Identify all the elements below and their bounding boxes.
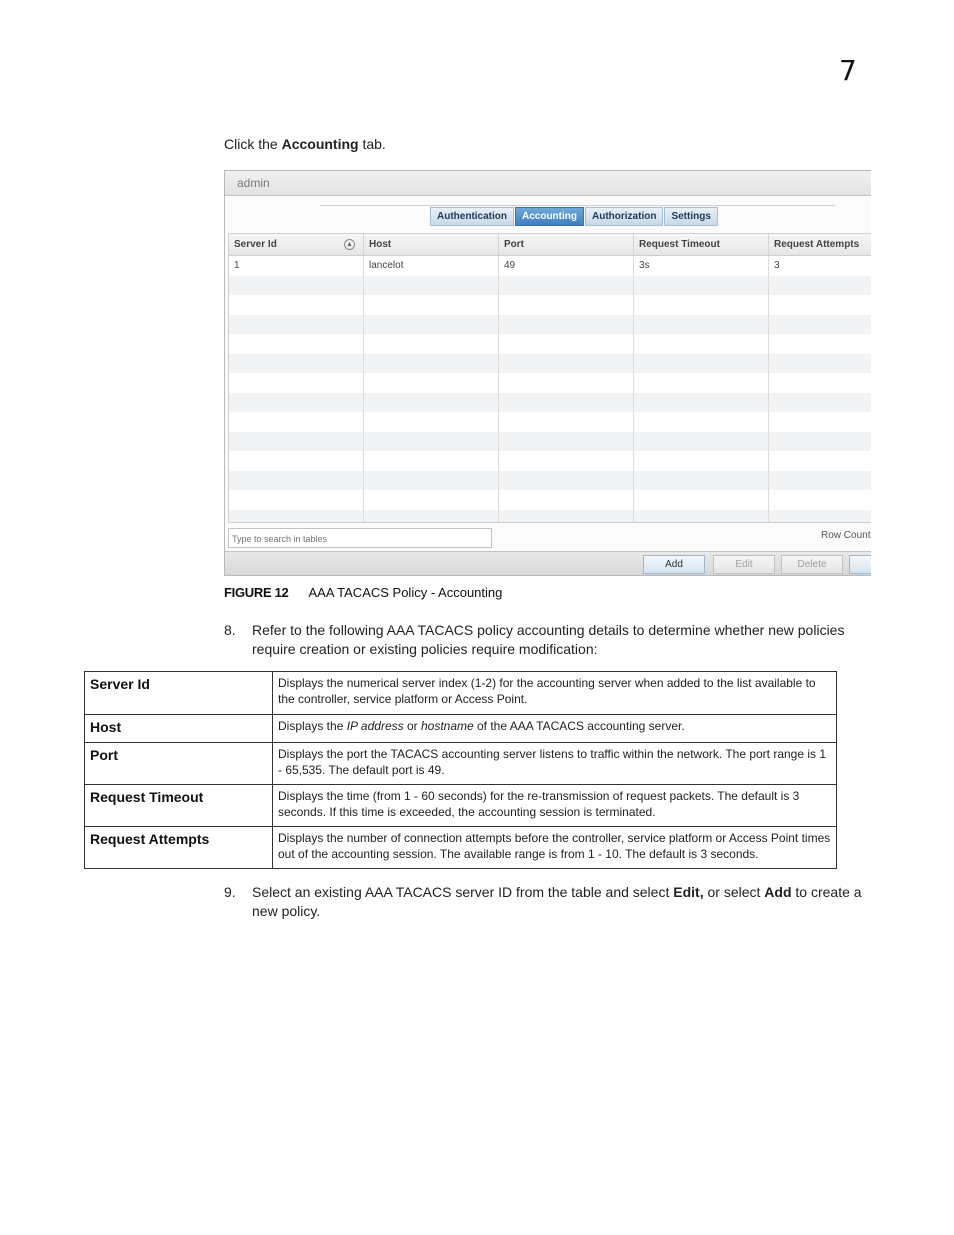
empty-cell xyxy=(364,276,499,296)
empty-cell xyxy=(499,432,634,452)
empty-cell xyxy=(634,334,769,354)
intro-instruction xyxy=(224,136,386,152)
table-search-field[interactable] xyxy=(228,528,492,548)
empty-cell xyxy=(499,373,634,393)
tab-bar xyxy=(430,207,718,226)
table-row xyxy=(229,471,871,491)
empty-cell xyxy=(364,295,499,315)
empty-cell xyxy=(364,412,499,432)
empty-cell xyxy=(499,295,634,315)
table-row xyxy=(229,510,871,524)
definition-term: Port xyxy=(85,743,273,785)
exit-button[interactable] xyxy=(849,555,871,574)
empty-cell xyxy=(769,432,871,452)
empty-cell xyxy=(634,432,769,452)
definition-description: Displays the port the TACACS accounting server listens to traffic within the network. The port range is 1 - 65,535. The default port is 49. xyxy=(273,743,837,785)
definition-term: Server Id xyxy=(85,672,273,715)
figure-caption xyxy=(224,585,502,600)
empty-cell xyxy=(634,373,769,393)
sort-icon[interactable]: ▲ xyxy=(344,239,355,250)
step-text: Refer to the following AAA TACACS policy accounting details to determine whether new policies require creation or existing policies require modification: xyxy=(252,622,845,657)
empty-cell xyxy=(364,471,499,491)
window-header xyxy=(225,171,871,196)
cell-request-attempts: 3 xyxy=(769,256,871,276)
empty-cell xyxy=(634,315,769,335)
empty-cell xyxy=(364,393,499,413)
step-number: 9. xyxy=(224,884,236,900)
tab-accounting[interactable]: Accounting xyxy=(515,207,584,226)
intro-prefix: Click the xyxy=(224,136,282,152)
intro-bold: Accounting xyxy=(281,136,359,152)
empty-cell xyxy=(499,412,634,432)
row-count-label: Row Count xyxy=(821,530,871,541)
empty-cell xyxy=(499,510,634,524)
empty-cell xyxy=(229,276,364,296)
empty-cell xyxy=(769,412,871,432)
column-header-server-id[interactable] xyxy=(229,234,364,255)
step-9 xyxy=(224,883,870,923)
table-row xyxy=(229,334,871,354)
tab-settings[interactable]: Settings xyxy=(664,207,717,226)
empty-cell xyxy=(229,373,364,393)
column-header-host[interactable]: Host xyxy=(364,234,499,255)
empty-cell xyxy=(229,451,364,471)
column-header-port[interactable]: Port xyxy=(499,234,634,255)
desc-italic: IP address xyxy=(346,719,404,733)
search-input[interactable] xyxy=(229,530,491,548)
definition-description xyxy=(273,715,837,743)
empty-cell xyxy=(364,432,499,452)
definition-row xyxy=(85,743,837,785)
empty-cell xyxy=(229,315,364,335)
empty-cell xyxy=(634,276,769,296)
table-row xyxy=(229,295,871,315)
empty-cell xyxy=(229,412,364,432)
step-8 xyxy=(224,621,870,661)
empty-cell xyxy=(769,295,871,315)
desc-italic: hostname xyxy=(420,719,474,733)
empty-cell xyxy=(499,490,634,510)
edit-keyword: Edit, xyxy=(673,884,704,900)
empty-cell xyxy=(364,451,499,471)
empty-cell xyxy=(634,412,769,432)
empty-cell xyxy=(769,490,871,510)
definition-row xyxy=(85,827,837,869)
add-button[interactable]: Add xyxy=(643,555,705,574)
definitions-table xyxy=(84,671,837,869)
table-row xyxy=(229,451,871,471)
table-row xyxy=(229,315,871,335)
empty-cell xyxy=(634,295,769,315)
step-text-part: to create a new policy. xyxy=(252,884,862,919)
intro-suffix: tab. xyxy=(358,136,386,152)
delete-button[interactable]: Delete xyxy=(781,555,843,574)
cell-request-timeout: 3s xyxy=(634,256,769,276)
empty-cell xyxy=(499,471,634,491)
empty-cell xyxy=(499,315,634,335)
empty-cell xyxy=(634,451,769,471)
edit-button[interactable]: Edit xyxy=(713,555,775,574)
accounting-table xyxy=(228,233,871,523)
empty-cell xyxy=(499,393,634,413)
definition-description: Displays the number of connection attempts before the controller, service platform or Access Point times out of the accounting session. The available range is from 1 - 10. The default is 3 seconds. xyxy=(273,827,837,869)
desc-text: of the AAA TACACS accounting server. xyxy=(473,719,685,733)
empty-cell xyxy=(769,510,871,524)
table-row[interactable] xyxy=(229,256,871,276)
empty-cell xyxy=(769,276,871,296)
window-title: admin xyxy=(237,176,270,190)
table-row xyxy=(229,393,871,413)
desc-text: or xyxy=(403,719,421,733)
table-row xyxy=(229,354,871,374)
empty-cell xyxy=(499,276,634,296)
empty-cell xyxy=(229,510,364,524)
figure-title: AAA TACACS Policy - Accounting xyxy=(308,585,503,600)
step-text-part: or select xyxy=(703,884,765,900)
table-body xyxy=(229,256,871,523)
empty-cell xyxy=(229,432,364,452)
cell-port: 49 xyxy=(499,256,634,276)
empty-cell xyxy=(229,471,364,491)
button-bar xyxy=(225,551,871,576)
table-row xyxy=(229,432,871,452)
table-header xyxy=(229,234,871,256)
empty-cell xyxy=(769,315,871,335)
empty-cell xyxy=(769,471,871,491)
step-number: 8. xyxy=(224,622,236,638)
column-label: Server Id xyxy=(234,239,277,250)
empty-cell xyxy=(499,354,634,374)
empty-cell xyxy=(634,393,769,413)
chapter-number: 7 xyxy=(839,54,857,87)
figure-number: FIGURE 12 xyxy=(224,585,289,600)
empty-cell xyxy=(229,490,364,510)
definition-description: Displays the time (from 1 - 60 seconds) for the re-transmission of request packets. The default is 3 seconds. If this time is exceeded, the accounting session is terminated. xyxy=(273,785,837,827)
table-row xyxy=(229,276,871,296)
empty-cell xyxy=(229,295,364,315)
definition-term: Request Timeout xyxy=(85,785,273,827)
empty-cell xyxy=(769,354,871,374)
empty-cell xyxy=(364,315,499,335)
empty-cell xyxy=(364,334,499,354)
definition-row xyxy=(85,672,837,715)
empty-cell xyxy=(769,373,871,393)
empty-cell xyxy=(229,354,364,374)
column-header-request-timeout[interactable]: Request Timeout xyxy=(634,234,769,255)
desc-text: Displays the xyxy=(278,719,347,733)
tab-authentication[interactable]: Authentication xyxy=(430,207,514,226)
empty-cell xyxy=(229,334,364,354)
definition-term: Request Attempts xyxy=(85,827,273,869)
definition-term: Host xyxy=(85,715,273,743)
tab-authorization[interactable]: Authorization xyxy=(585,207,663,226)
empty-cell xyxy=(499,451,634,471)
empty-cell xyxy=(769,334,871,354)
add-keyword: Add xyxy=(764,884,792,900)
empty-cell xyxy=(364,510,499,524)
definition-description: Displays the numerical server index (1-2) for the accounting server when added to the list available to the controller, service platform or Access Point. xyxy=(273,672,837,715)
cell-server-id: 1 xyxy=(229,256,364,276)
empty-cell xyxy=(769,451,871,471)
step-text xyxy=(252,883,870,921)
empty-cell xyxy=(229,393,364,413)
tab-divider xyxy=(320,205,835,206)
empty-cell xyxy=(634,510,769,524)
table-row xyxy=(229,490,871,510)
accounting-screenshot xyxy=(224,170,871,576)
cell-host: lancelot xyxy=(364,256,499,276)
step-text-part: Select an existing AAA TACACS server ID from the table and select xyxy=(252,884,674,900)
definition-row xyxy=(85,785,837,827)
empty-cell xyxy=(364,354,499,374)
empty-cell xyxy=(634,354,769,374)
empty-cell xyxy=(364,373,499,393)
empty-cell xyxy=(634,490,769,510)
table-row xyxy=(229,373,871,393)
empty-cell xyxy=(769,393,871,413)
table-row xyxy=(229,412,871,432)
empty-cell xyxy=(499,334,634,354)
definition-row xyxy=(85,715,837,743)
empty-cell xyxy=(634,471,769,491)
column-header-request-attempts[interactable]: Request Attempts xyxy=(769,234,871,255)
empty-cell xyxy=(364,490,499,510)
